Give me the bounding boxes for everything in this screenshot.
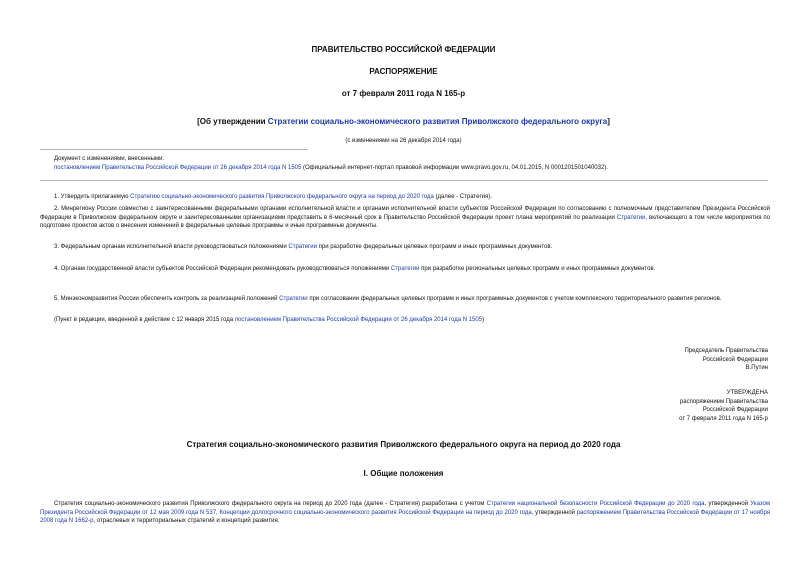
title-prefix: [Об утверждении [197,117,268,126]
item-2-strategy-link[interactable]: Стратегии [616,214,646,221]
approved-block [560,389,768,423]
signature-line-2: Российской Федерации [702,356,768,363]
government-order-link[interactable]: распоряжением Правительства Российской Федерации от 17 ноября 2008 года N 1662-р [40,509,770,525]
item-5-note-a: (Пункт в редакции, введенной в действие с 12 января 2015 года [54,317,235,323]
item-5-text-a: 5. Минэкономразвития России обеспечить контроль за реализацией положений [54,296,280,302]
doc-type-heading: РАСПОРЯЖЕНИЕ [369,67,438,76]
long-term-concept-link[interactable]: Концепции долгосрочного социально-экономического развития Российской Федерации на период до 2020 года [219,509,532,516]
strategy-body-d: , утвержденной [531,509,577,516]
signature-line-1: Председатель Правительства [684,348,768,354]
title-strategy-link[interactable]: Стратегии социально-экономического развития Приволжского федерального округа [267,117,608,126]
signature-block [560,347,768,373]
item-3-text-b: при разработке федеральных целевых программ и иных программных документов. [316,244,553,250]
national-security-link[interactable]: Стратегии национальной безопасности Российской Федерации до 2020 года [486,501,705,507]
item-3-text-a: 3. Федеральным органам исполнительной власти руководствоваться положениями [54,244,289,250]
item-5-strategy-link[interactable]: Стратегии [279,296,308,302]
item-5-note-b: ) [482,317,485,323]
item-4-strategy-link[interactable]: Стратегии [390,266,420,272]
presidential-decree-link[interactable]: Указом Президента Российской Федерации от 12 мая 2009 года N 537 [40,501,770,516]
item-3-strategy-link[interactable]: Стратегии [288,244,317,250]
strategy-body-a: Стратегия социально-экономического развития Приволжского федерального округа на период до 2020 года (далее - Стратегия) разработана с учетом [54,501,487,507]
item-2 [40,205,770,231]
strategy-body [40,500,770,526]
title-suffix: ] [607,117,610,126]
approved-line-3: Российской Федерации [702,407,768,414]
approved-line-1: УТВЕРЖДЕНА [726,390,768,396]
approved-line-2: распоряжением Правительства [679,398,768,405]
item-5 [40,295,770,304]
item-1-text-a: 1. Утвердить прилагаемую [54,194,131,200]
section-heading: I. Общие положения [363,469,444,478]
strategy-title: Стратегия социально-экономического развития Приволжского федерального округа на период до 2020 года [186,440,621,449]
strategy-body-e: , отраслевых и территориальных стратегий и концепций развития. [93,518,280,525]
date-number-heading: от 7 февраля 2011 года N 165-р [341,89,466,98]
changes-tail: (Официальный интернет-портал правовой информации www.pravo.gov.ru, 04.01.2015, N 0001201501040032). [301,164,608,171]
item-4-text-b: при разработке региональных целевых программ и иных программных документов. [419,266,656,272]
item-5-note-link[interactable]: постановлением Правительства Российской Федерации от 26 декабря 2014 года N 1505 [234,317,483,323]
item-5-text-b: при согласовании федеральных целевых программ и иных программных документов с учетом комплексного территориального развития регионов. [307,296,722,302]
item-5-note [54,316,770,325]
item-1 [54,193,770,202]
item-1-text-b: (далее - Стратегия). [433,194,492,200]
changes-body [54,164,774,173]
strategy-body-c: , [216,509,220,516]
changes-label: Документ с изменениями, внесенными: [54,156,165,162]
item-4-text-a: 4. Органам государственной власти субъектов Российской Федерации рекомендовать руководствоваться положениями [54,266,391,272]
amendment-note: (с изменениями на 26 декабря 2014 года) [345,138,462,144]
item-2-text-a: 2. Минрегиону России совместно с заинтересованными федеральными органами исполнительной власти и органами исполнительной власти субъектов Российской Федерации по согласованию с полномочным представителем Президента Российской Федерации в Приволжском федеральном округе и заинтересованными организациями представить в 6-месячный срок в Правительство Российской Федерации проект плана мероприятий по реализации [40,206,770,221]
item-2-text-b: , включающего в том числе мероприятия по подготовке проектов актов о внесении изменений в федеральные целевые программы и иные программные документы. [40,214,770,230]
approved-line-4: от 7 февраля 2011 года N 165-р [679,415,768,422]
changes-link[interactable]: постановлением Правительства Российской Федерации от 26 декабря 2014 года N 1505 [54,164,302,171]
changes-top-rule [40,149,308,150]
changes-bottom-rule [40,180,768,181]
item-4 [40,265,770,274]
document-title [0,117,807,126]
strategy-body-b: , утвержденной [704,501,751,507]
item-3 [54,243,770,252]
changes-block [54,155,774,172]
signature-line-3: В.Путин [745,365,768,372]
government-heading: ПРАВИТЕЛЬСТВО РОССИЙСКОЙ ФЕДЕРАЦИИ [311,45,496,54]
item-1-strategy-link[interactable]: Стратегию социально-экономического развития Приволжского федерального округа на период до 2020 года [130,194,434,200]
